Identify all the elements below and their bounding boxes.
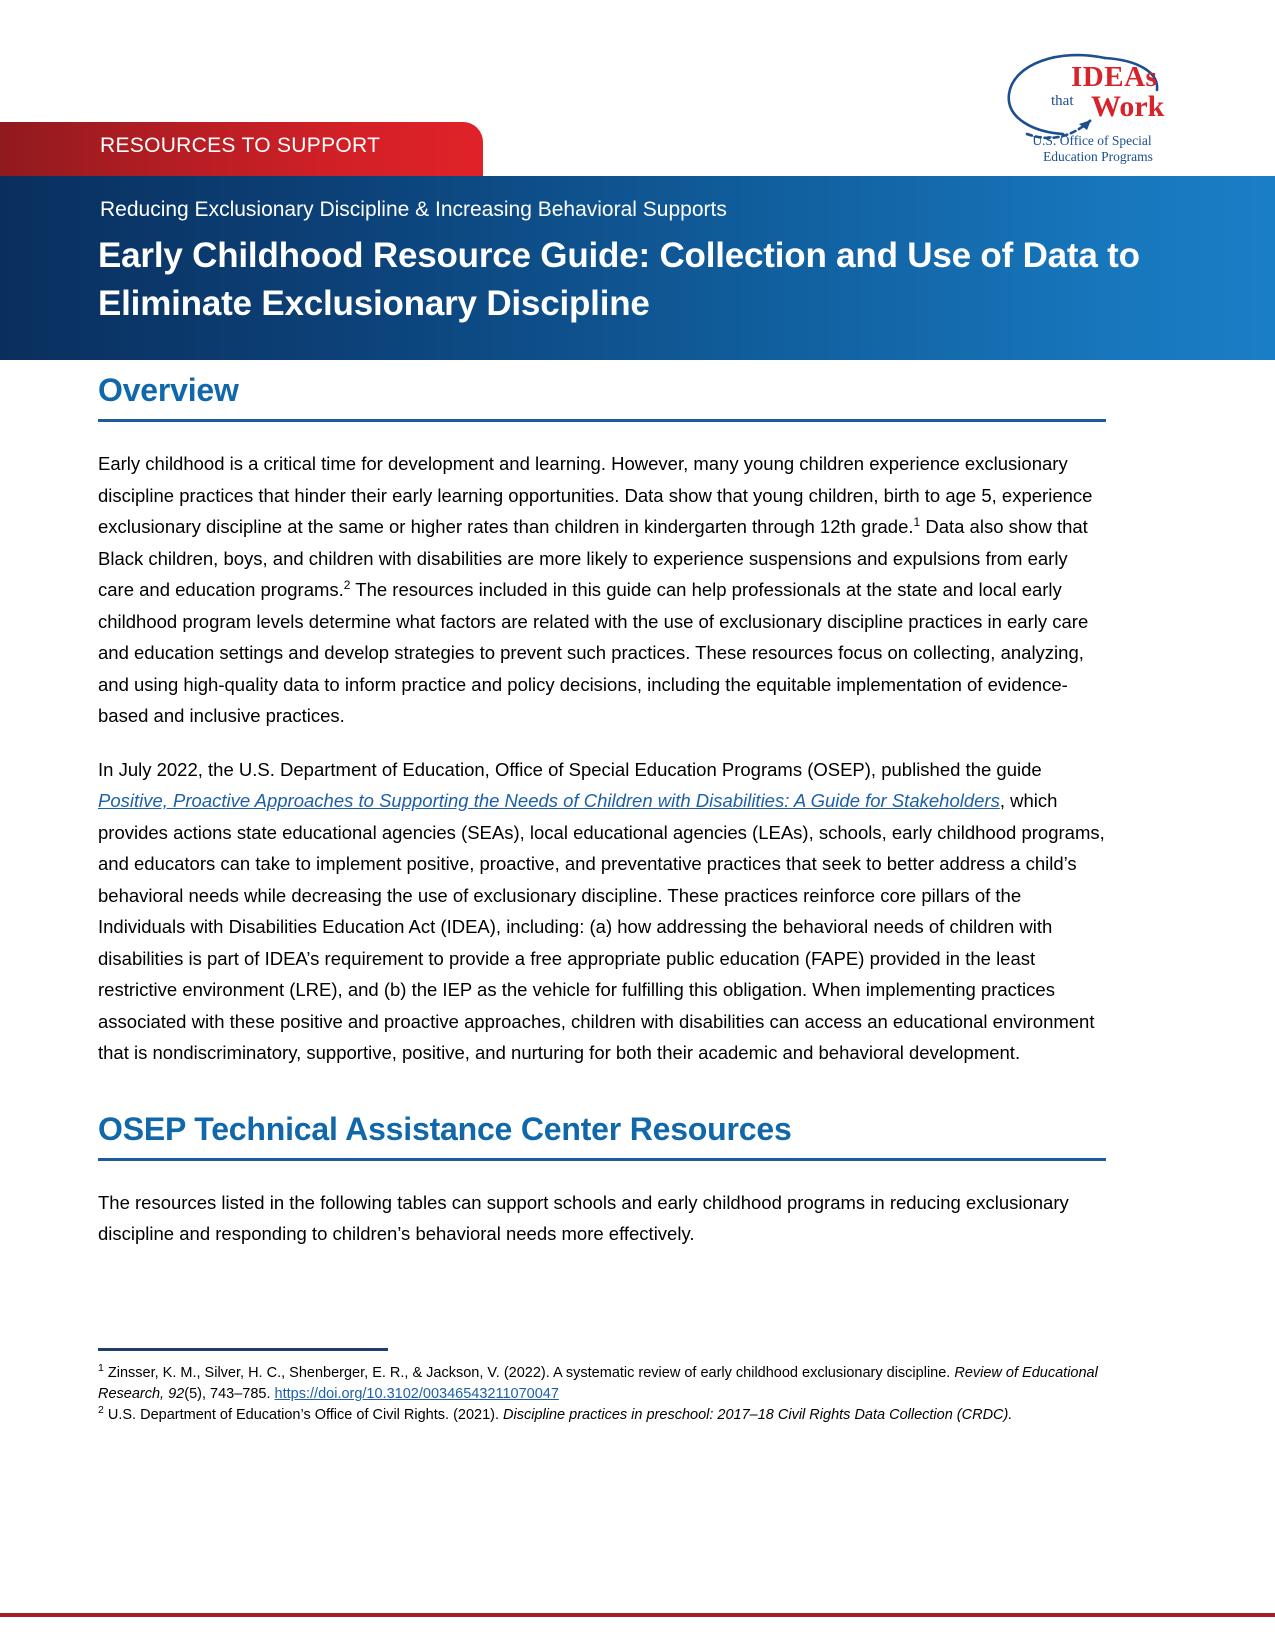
overview-paragraph-2 [98, 754, 1106, 1069]
footnote-1-marker: 1 [98, 1362, 104, 1375]
footnote-separator [98, 1348, 388, 1351]
footnote-2-italic: Discipline practices in preschool: 2017–18 Civil Rights Data Collection (CRDC). [503, 1407, 1013, 1423]
main-content [98, 372, 1106, 1250]
overview-p1-text-3: The resources included in this guide can help professionals at the state and local early childhood program levels determine what factors are related with the use of exclusionary discipline practices in early care and education settings and develop strategies to prevent such practices. These resources focus on collecting, analyzing, and using high-quality data to inform practice and policy decisions, including the equitable implementation of evidence-based and inclusive practices. [98, 579, 1089, 726]
svg-text:Work: Work [1091, 90, 1165, 123]
footnote-1-text-2: (5), 743–785. [184, 1386, 275, 1402]
logo-office-line2: Education Programs [1043, 149, 1153, 164]
section-divider-resources [98, 1158, 1106, 1161]
banner-kicker: Reducing Exclusionary Discipline & Increasing Behavioral Supports [100, 198, 727, 221]
footnote-2 [98, 1405, 1106, 1426]
footnote-1 [98, 1363, 1106, 1405]
overview-p2-text-2: , which provides actions state educational agencies (SEAs), local educational agencies (LEAs), schools, early childhood programs, and educators can take to implement positive, proactive, and preventative practices that seek to better address a child’s behavioral needs while decreasing the use of exclusionary discipline. These practices reinforce core pillars of the Individuals with Disabilities Education Act (IDEA), including: (a) how addressing the behavioral needs of children with disabilities is part of IDEA’s requirement to provide a free appropriate public education (FAPE) provided in the least restrictive environment (LRE), and (b) the IEP as the vehicle for fulfilling this obligation. When implementing practices associated with these positive and proactive approaches, children with disabilities can access an educational environment that is nondiscriminatory, supportive, positive, and nurturing for both their academic and behavioral development. [98, 790, 1105, 1063]
svg-text:that: that [1051, 93, 1074, 109]
overview-paragraph-1 [98, 448, 1106, 732]
resources-section [98, 1111, 1106, 1250]
section-divider-overview [98, 419, 1106, 422]
section-heading-resources: OSEP Technical Assistance Center Resources [98, 1110, 792, 1147]
footnote-marker-1[interactable]: 1 [913, 514, 921, 529]
eyebrow-label: RESOURCES TO SUPPORT [100, 134, 381, 157]
osep-guide-link[interactable]: Positive, Proactive Approaches to Supporting the Needs of Children with Disabilities: A Guide for Stakeholders [98, 790, 1000, 811]
footnote-2-marker: 2 [98, 1404, 104, 1417]
footnote-1-text-1: Zinsser, K. M., Silver, H. C., Shenberger, E. R., & Jackson, V. (2022). A systematic review of early childhood exclusionary discipline. [103, 1365, 955, 1381]
resources-paragraph: The resources listed in the following tables can support schools and early childhood programs in reducing exclusionary discipline and responding to children’s behavioral needs more effectively. [98, 1191, 1069, 1244]
overview-p2-text-1: In July 2022, the U.S. Department of Education, Office of Special Education Programs (OSEP), published the guide [98, 758, 1042, 780]
footnote-marker-2[interactable]: 2 [343, 577, 351, 592]
footnote-1-italic: Review of Educational Research, 92 [98, 1365, 1098, 1402]
title-banner [0, 176, 1275, 360]
overview-p1-text-1: Early childhood is a critical time for development and learning. However, many young children experience exclusionary discipline practices that hinder their early learning opportunities. Data show that young children, birth to age 5, experience exclusionary discipline at the same or higher rates than children in kindergarten through 12th grade. [98, 453, 1093, 537]
eyebrow-banner [0, 122, 483, 176]
page-bottom-rule [0, 1613, 1275, 1617]
footnote-1-doi-link[interactable]: https://doi.org/10.3102/00346543211070047 [274, 1386, 559, 1402]
svg-text:IDEAs: IDEAs [1071, 61, 1158, 93]
page-title: Early Childhood Resource Guide: Collection and Use of Data to Eliminate Exclusionary Discipline [98, 236, 1140, 323]
ideas-that-work-logo [987, 42, 1197, 172]
overview-p1-text-2: Data also show that Black children, boys, and children with disabilities are more likely to experience suspensions and expulsions from early care and education programs. [98, 516, 1088, 600]
footnote-2-text-1: U.S. Department of Education’s Office of Civil Rights. (2021). [103, 1407, 504, 1423]
ideas-that-work-logo-graphic [987, 42, 1197, 172]
footnote-area [98, 1348, 1106, 1426]
section-heading-overview: Overview [98, 372, 239, 408]
logo-office-line1: U.S. Office of Special [1032, 133, 1152, 148]
